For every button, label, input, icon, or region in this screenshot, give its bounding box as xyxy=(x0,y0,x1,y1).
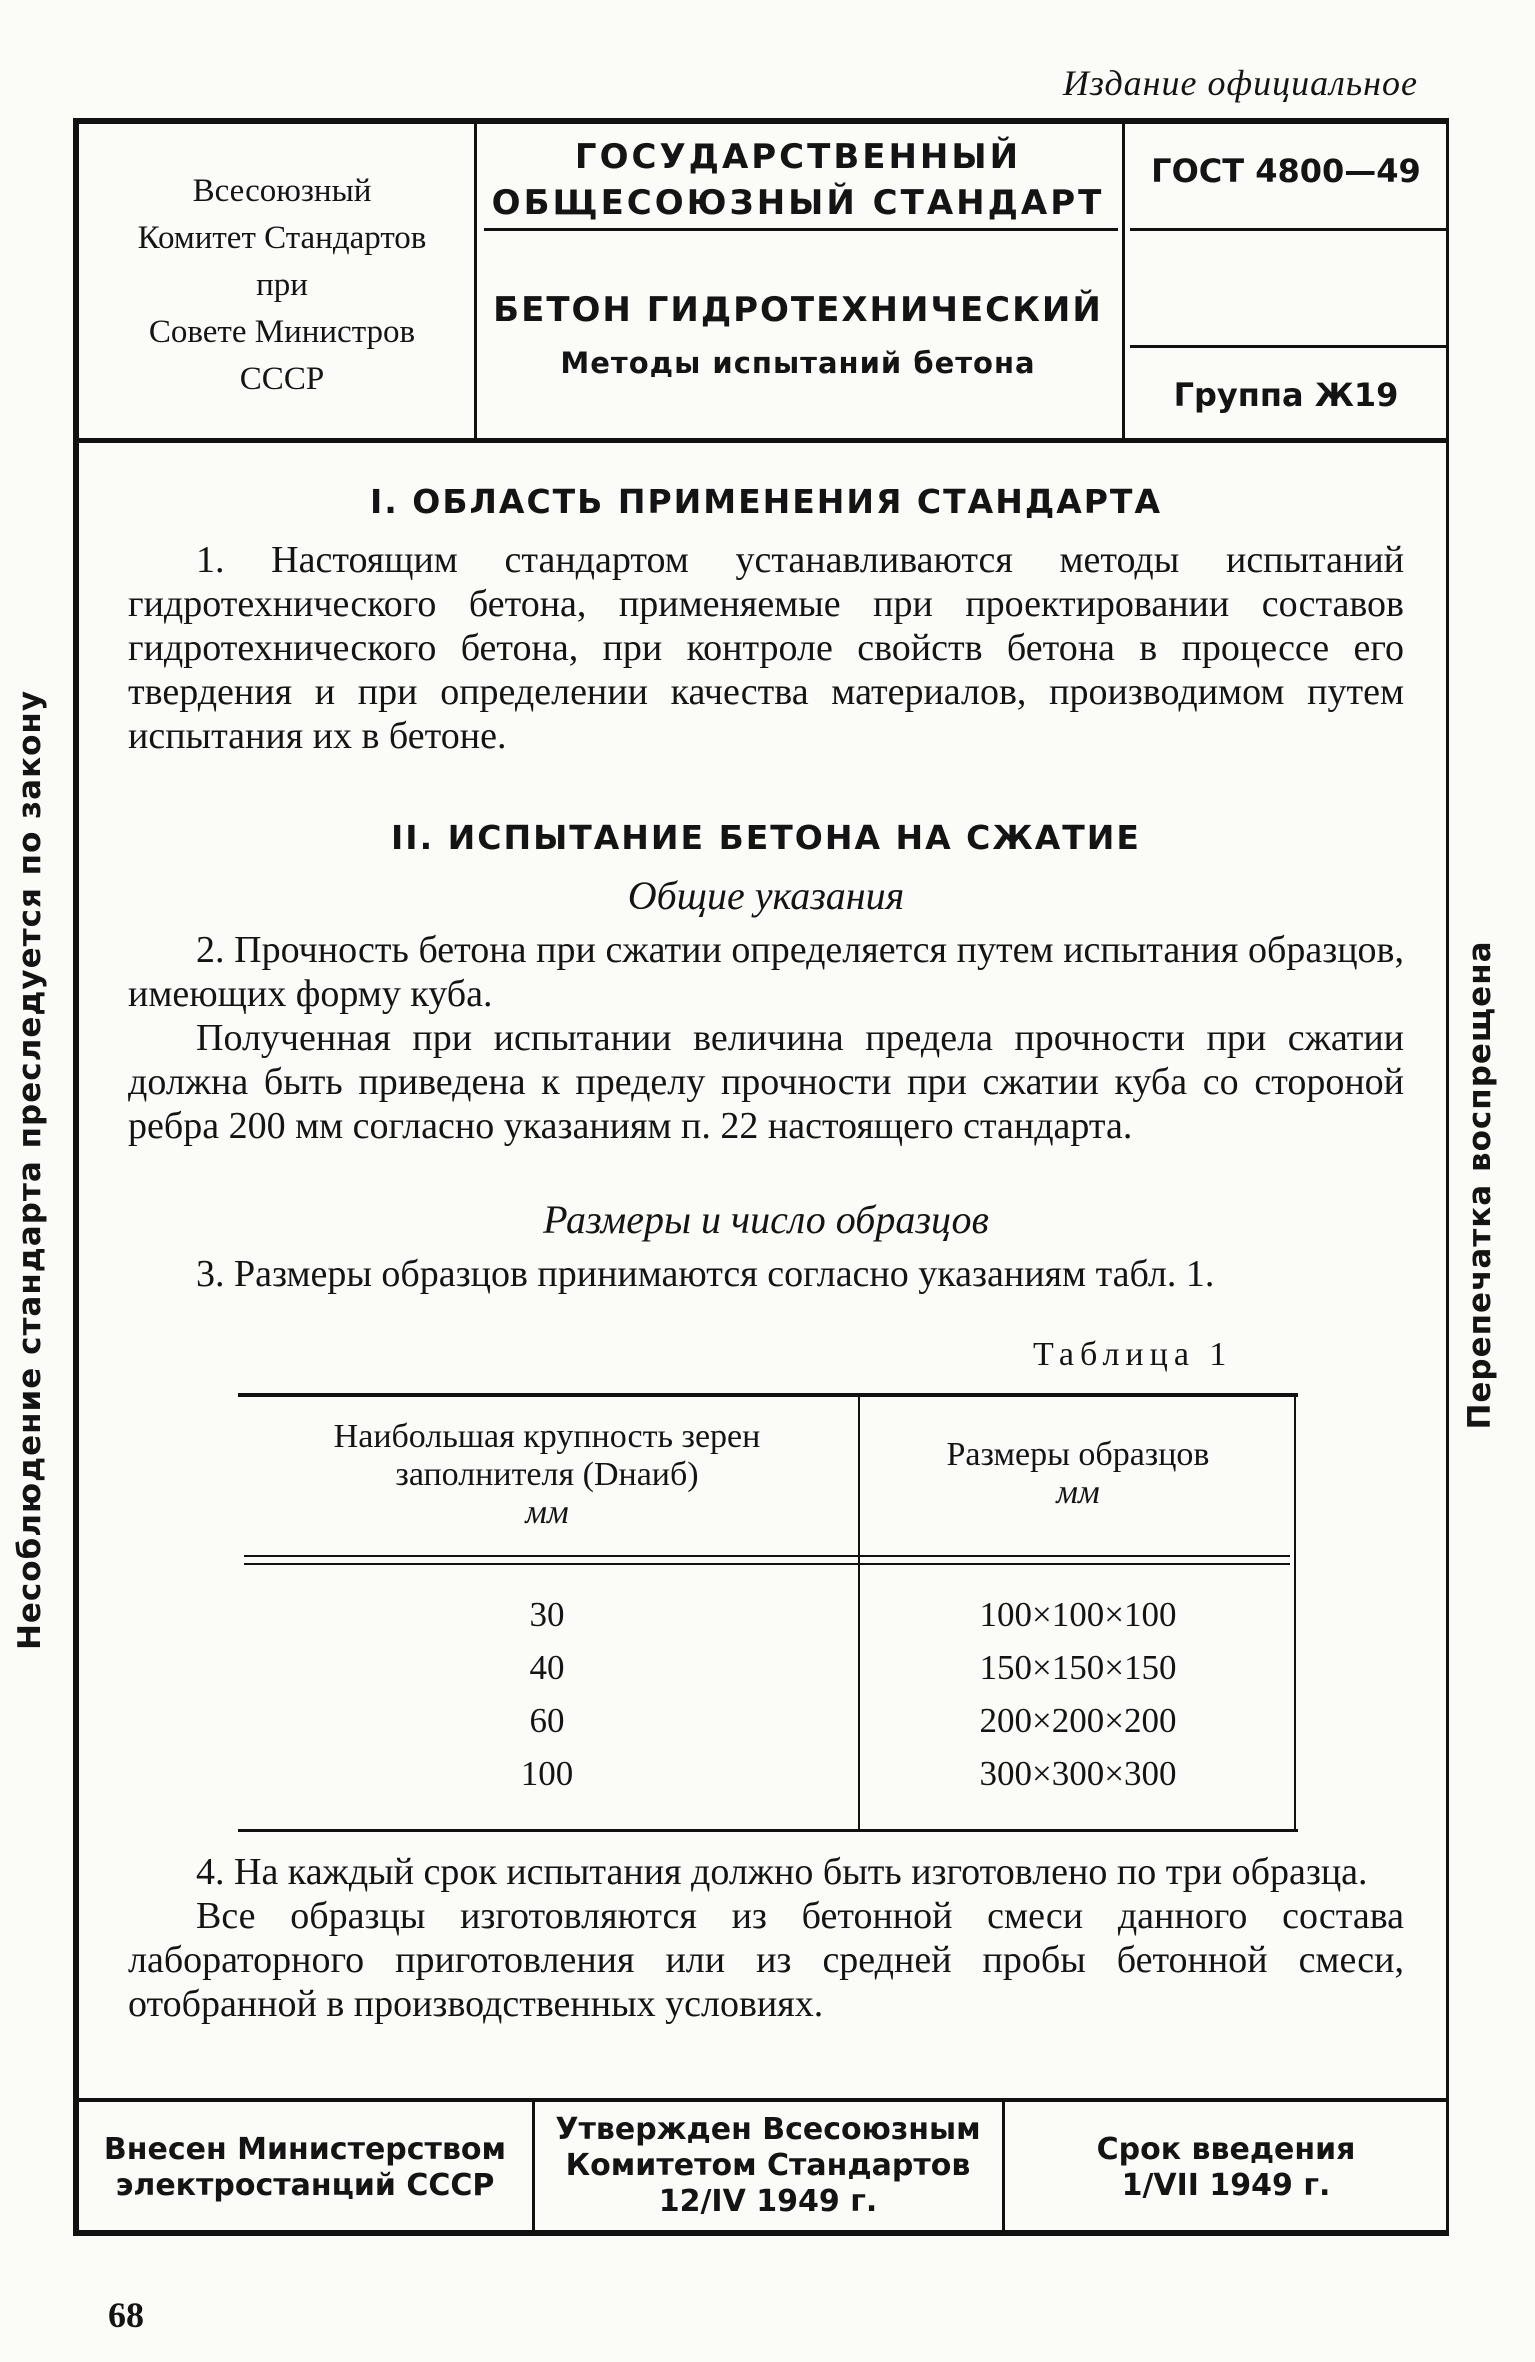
subheading-general: Общие указания xyxy=(627,873,905,918)
footer-line: Срок введения xyxy=(1096,2132,1356,2167)
header-divider-left xyxy=(474,124,477,438)
footer-divider-1 xyxy=(532,2102,535,2230)
paragraph-4b: Все образцы изготовляются из бетонной смеси данного состава лабораторного приготовления или из средней пробы бетонной смеси, отобранной в производственных условиях. xyxy=(128,1895,1404,2025)
right-margin-text: Перепечатка воспрещена xyxy=(1462,940,1498,1430)
section-2-text xyxy=(128,928,1404,1148)
section-1-heading: I. ОБЛАСТЬ ПРИМЕНЕНИЯ СТАНДАРТА xyxy=(370,482,1162,521)
table-header-col1 xyxy=(244,1418,850,1532)
table-col2-values xyxy=(866,1588,1290,1800)
subheading-sizes: Размеры и число образцов xyxy=(543,1197,989,1242)
group-code: Группа Ж19 xyxy=(1173,376,1399,414)
header-text: Размеры образцов xyxy=(946,1436,1210,1473)
table-cell: 30 xyxy=(529,1595,565,1634)
footer-line: 1/VII 1949 г. xyxy=(1121,2168,1331,2203)
footer-line: 12/IV 1949 г. xyxy=(658,2184,878,2219)
footer-line: Внесен Министерством xyxy=(103,2132,507,2167)
paragraph-4: 4. На каждый срок испытания должно быть изготовлено по три образца. xyxy=(196,1851,1368,1893)
footer-line: Комитетом Стандартов xyxy=(565,2148,971,2183)
section-4-text xyxy=(128,1850,1404,2026)
section-3-text xyxy=(128,1252,1404,1296)
section-2-heading: II. ИСПЫТАНИЕ БЕТОНА НА СЖАТИЕ xyxy=(391,818,1141,857)
table-bottom-rule xyxy=(238,1829,1298,1832)
issuer-block xyxy=(94,168,470,403)
header-unit: мм xyxy=(525,1494,569,1531)
table-col1-values xyxy=(244,1588,850,1800)
table-header-rule-1 xyxy=(244,1555,1290,1557)
left-margin-text: Несоблюдение стандарта преследуется по закону xyxy=(12,689,48,1651)
paragraph-1: 1. Настоящим стандартом устанавливаются методы испытаний гидротехнического бетона, применяемые при проектировании составов гидротехнического бетона, при контроле свойств бетона в процессе его твердения и при определении качества материалов, производимом путем испытания их в бетоне. xyxy=(128,539,1404,757)
table-header-col2 xyxy=(866,1436,1290,1512)
paragraph-2: 2. Прочность бетона при сжатии определяется путем испытания образцов, имеющих форму куба. xyxy=(128,929,1404,1015)
edition-label: Издание официальное xyxy=(1062,63,1418,103)
standard-type-line: ОБЩЕСОЮЗНЫЙ СТАНДАРТ xyxy=(491,183,1105,223)
header-text: заполнителя (Dнаиб) xyxy=(395,1456,699,1493)
footer-line: Утвержден Всесоюзным xyxy=(555,2112,981,2147)
issuer-line: при xyxy=(256,267,308,303)
footer-approved xyxy=(538,2112,998,2220)
footer-effective xyxy=(1008,2132,1444,2204)
paragraph-2b: Полученная при испытании величина предела прочности при сжатии должна быть приведена к пределу прочности при сжатии куба со стороной ребра 200 мм согласно указаниям п. 22 настоящего стандарта. xyxy=(128,1017,1404,1147)
table-cell: 40 xyxy=(529,1648,565,1687)
issuer-line: Совете Министров xyxy=(148,314,416,350)
document-title: БЕТОН ГИДРОТЕХНИЧЕСКИЙ xyxy=(493,290,1103,330)
table-header-rule-2 xyxy=(244,1563,1290,1565)
table-cell: 300×300×300 xyxy=(979,1754,1177,1793)
footer-introduced xyxy=(82,2132,528,2204)
page-number: 68 xyxy=(108,2295,144,2335)
footer-top-rule xyxy=(79,2098,1449,2102)
table-caption: Таблица 1 xyxy=(1033,1336,1233,1373)
footer-line: электростанций СССР xyxy=(115,2168,495,2203)
header-unit: мм xyxy=(1056,1474,1100,1511)
header-mid-rule xyxy=(484,228,1118,231)
standard-code: ГОСТ 4800—49 xyxy=(1151,152,1421,190)
footer-divider-2 xyxy=(1002,2102,1005,2230)
table-cell: 60 xyxy=(529,1701,565,1740)
issuer-line: СССР xyxy=(239,361,325,397)
standard-type-line: ГОСУДАРСТВЕННЫЙ xyxy=(574,137,1022,177)
table-right-border xyxy=(1294,1397,1296,1831)
table-cell: 100×100×100 xyxy=(979,1595,1177,1634)
table-cell: 150×150×150 xyxy=(979,1648,1177,1687)
issuer-line: Всесоюзный xyxy=(192,173,372,209)
header-right-rule-1 xyxy=(1130,228,1446,231)
section-1-text xyxy=(128,538,1404,758)
issuer-line: Комитет Стандартов xyxy=(137,220,427,256)
header-bottom-rule xyxy=(79,438,1449,443)
standard-type xyxy=(478,134,1118,226)
table-column-divider xyxy=(858,1397,860,1831)
paragraph-3: 3. Размеры образцов принимаются согласно указаниям табл. 1. xyxy=(196,1253,1215,1295)
header-text: Наибольшая крупность зерен xyxy=(333,1418,761,1455)
table-cell: 100 xyxy=(520,1754,574,1793)
header-divider-right xyxy=(1122,124,1125,438)
header-right-rule-2 xyxy=(1130,345,1446,348)
table-cell: 200×200×200 xyxy=(979,1701,1177,1740)
document-subtitle: Методы испытаний бетона xyxy=(560,346,1036,380)
table-top-rule xyxy=(238,1393,1298,1397)
